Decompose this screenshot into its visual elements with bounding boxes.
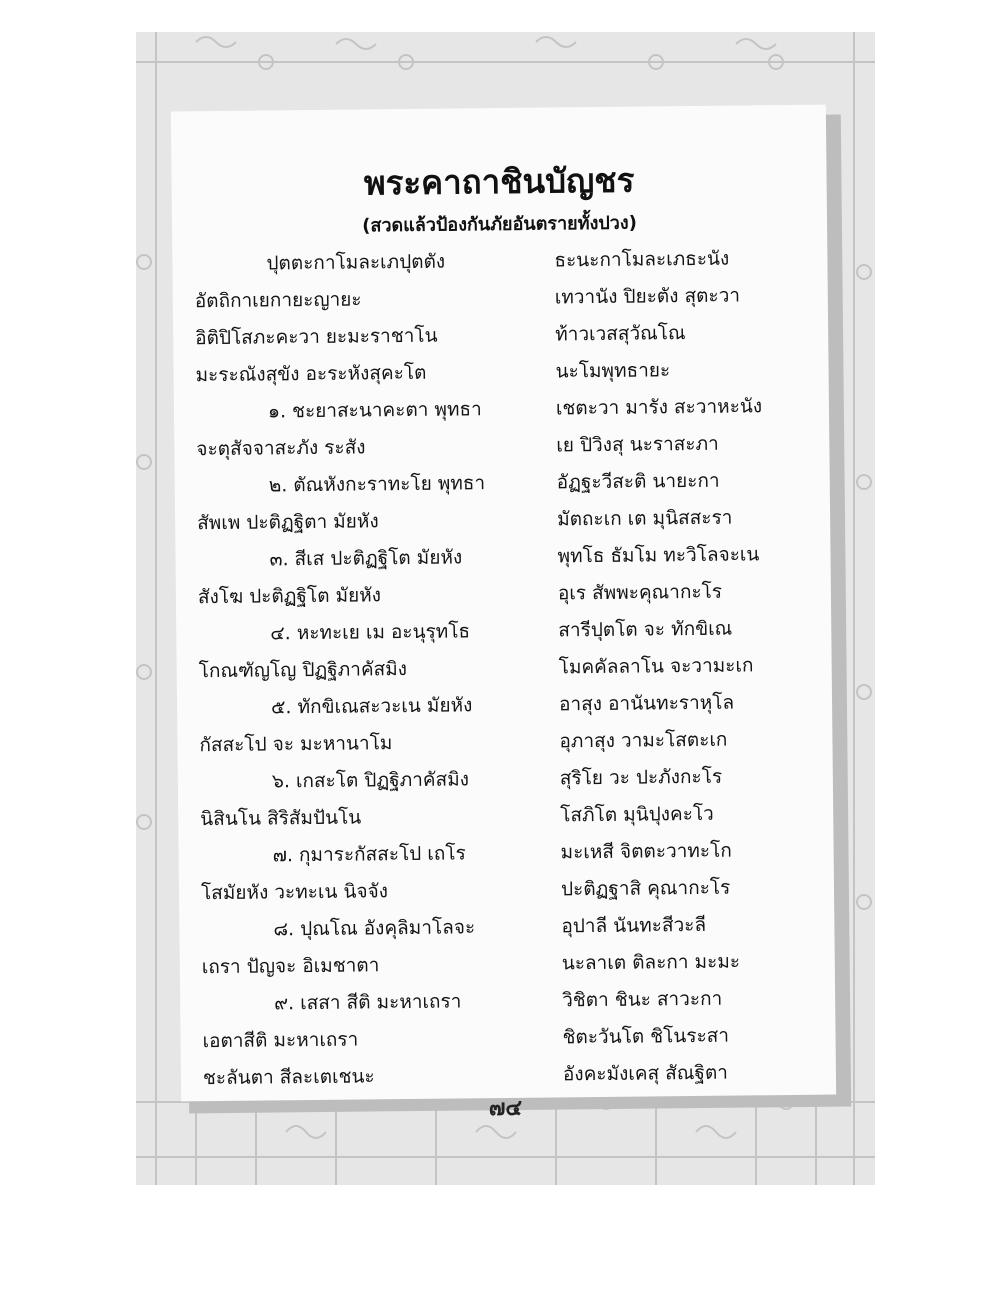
verse-row (202, 946, 822, 988)
verse-left-text: สัพเพ ปะติฏฐิตา มัยหัง (197, 510, 379, 535)
verse-right-text: สารีปุตโต จะ ทักขิเณ (558, 617, 733, 642)
verse-left-text: โกณฑัญโญ ปิฏฐิภาคัสมิง (198, 658, 408, 683)
verse-right-text: วิชิตา ชินะ สาวะกา (562, 987, 723, 1012)
verse-left-text: โสมัยหัง วะทะเน นิจจัง (200, 880, 389, 905)
verse-right-text: นะโมพุทธายะ (555, 359, 671, 383)
verse-left-text: ๘. ปุณโณ อังคุลิมาโลจะ (273, 916, 476, 941)
page-title: พระคาถาชินบัญชร (363, 160, 635, 203)
chant-card (171, 105, 836, 1102)
verse-right-text: มัตถะเก เต มุนิสสะรา (557, 506, 733, 531)
verse-row (197, 465, 817, 507)
verse-right-text: ชิตะวันโต ชิโนระสา (562, 1024, 730, 1049)
verse-row (199, 650, 819, 692)
verse-left-text: ปุตตะกาโมละเภปุตตัง (266, 250, 446, 275)
verse-right-text: อุปาลี นันทะสีวะลี (561, 913, 707, 938)
verse-row (199, 724, 819, 766)
verse-row (197, 502, 817, 544)
verse-left-text: ๙. เสสา สีติ มะหาเถรา (274, 990, 462, 1015)
verse-row (199, 687, 819, 729)
verse-left-text: มะระณังสุขัง อะระหังสุคะโต (195, 361, 427, 387)
verse-left-text: ๖. เกสะโต ปิฏฐิภาคัสมิง (271, 768, 470, 793)
verse-right-text: อุภาสุง วามะโสตะเก (559, 728, 728, 753)
verse-left-text: ๑. ชะยาสะนาคะตา พุทธา (267, 398, 482, 423)
verse-right-text: เทวานัง ปิยะตัง สุตะวา (554, 284, 741, 309)
verse-right-text: ท้าวเวสสุวัณโณ (555, 322, 686, 346)
verse-left-text: นิสินโน สิริสัมปันโน (200, 806, 362, 831)
verse-left-text: ๔. หะทะเย เม อะนุรุทโธ (270, 620, 471, 645)
verse-left-text: สังโฆ ปะติฏฐิโต มัยหัง (197, 584, 382, 609)
verse-row (198, 576, 818, 618)
verse-row (202, 1020, 822, 1062)
verse-right-text: ปะติฏฐาสิ คุณากะโร (560, 876, 731, 901)
page-number: ๗๔ (488, 1096, 523, 1121)
verse-left-text: ๕. ทักขิเณสะวะเน มัยหัง (270, 694, 473, 719)
verse-row (195, 317, 815, 359)
verse-left-text: ๓. สีเส ปะติฏฐิโต มัยหัง (269, 546, 463, 571)
verse-left-text: เถรา ปัญจะ อิเมชาตา (201, 954, 380, 979)
verse-row (200, 798, 820, 840)
verse-left-text: อัตถิกาเยกายะญายะ (194, 288, 362, 313)
verse-right-text: นะลาเต ติละกา มะมะ (561, 950, 741, 975)
verse-right-text: โสภิโต มุนิปุงคะโว (560, 802, 714, 827)
verse-left-text: อิติปิโสภะคะวา ยะมะราชาโน (195, 324, 438, 350)
page-subtitle: (สวดแล้วป้องกันภัยอันตรายทั้งปวง) (362, 212, 637, 237)
verse-left-text: ๗. กุมาระกัสสะโป เถโร (272, 842, 466, 867)
verse-row (200, 835, 820, 877)
scanned-page (136, 32, 875, 1185)
verse-row (201, 872, 821, 914)
verse-right-text: อังคะมังเคสุ สัณฐิตา (562, 1061, 729, 1086)
verse-left-text: จะตุสัจจาสะภัง ระสัง (196, 436, 366, 461)
verse-left-text: ๒. ตัณหังกะราทะโย พุทธา (268, 472, 486, 497)
verse-right-text: พุทโธ ธัมโม ทะวิโลจะเน (557, 543, 760, 568)
verse-left-text: เอตาสีติ มะหาเถรา (202, 1028, 359, 1053)
verse-row (202, 983, 822, 1025)
verse-row (200, 761, 820, 803)
verse-right-text: เชตะวา มารัง สะวาหะนัง (555, 395, 763, 420)
verse-row (198, 613, 818, 655)
verse-right-text: โมคคัลลาโน จะวามะเก (558, 654, 754, 679)
verse-right-text: มะเหสี จิตตะวาทะโก (560, 839, 732, 864)
verse-row (197, 539, 817, 581)
verse-right-text: อุเร สัพพะคุณากะโร (557, 580, 723, 605)
verse-left-text: ชะลันตา สีละเตเชนะ (202, 1065, 375, 1090)
verse-row (195, 354, 815, 396)
verse-row (195, 280, 815, 322)
verse-right-text: อาสุง อานันทะราหุโล (558, 691, 735, 716)
verse-left-text: กัสสะโป จะ มะหานาโม (199, 732, 393, 757)
verse-row (201, 909, 821, 951)
verse-right-text: เย ปิวิงสุ นะราสะภา (556, 432, 719, 457)
verse-right-text: ธะนะกาโมละเภธะนัง (554, 247, 730, 272)
verse-row (196, 428, 816, 470)
verse-right-text: อัฏฐะวีสะติ นายะกา (556, 469, 720, 494)
verse-row (194, 243, 814, 285)
verse-row (196, 391, 816, 433)
verse-right-text: สุริโย วะ ปะภังกะโร (559, 765, 723, 790)
